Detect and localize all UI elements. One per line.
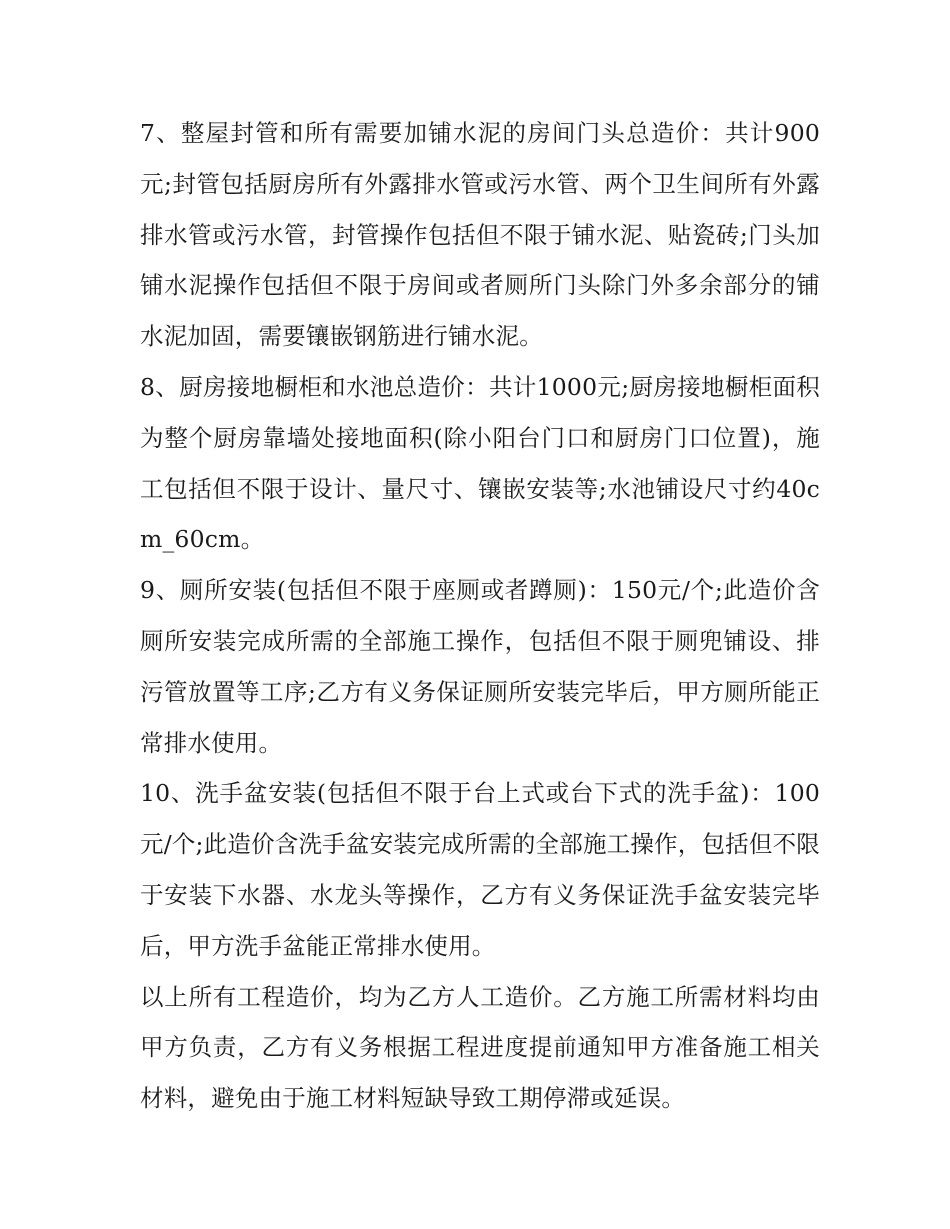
paragraph-item-7: 7、整屋封管和所有需要加铺水泥的房间门头总造价：共计900元;封管包括厨房所有外露排水管或污水管、两个卫生间所有外露排水管或污水管，封管操作包括但不限于铺水泥、贴瓷砖;门头加铺水泥操作包括但不限于房间或者厕所门头除门外多余部分的铺水泥加固，需要镶嵌钢筋进行铺水泥。 (140, 119, 820, 351)
document-body (140, 108, 820, 1124)
paragraph-summary: 以上所有工程造价，均为乙方人工造价。乙方施工所需材料均由甲方负责，乙方有义务根据工程进度提前通知甲方准备施工相关材料，避免由于施工材料短缺导致工期停滞或延误。 (140, 982, 820, 1113)
paragraph-item-8: 8、厨房接地橱柜和水池总造价：共计1000元;厨房接地橱柜面积为整个厨房靠墙处接地面积(除小阳台门口和厨房门口位置)，施工包括但不限于设计、量尺寸、镶嵌安装等;水池铺设尺寸约40cm_60cm。 (140, 372, 820, 554)
paragraph-item-9: 9、厕所安装(包括但不限于座厕或者蹲厕)：150元/个;此造价含厕所安装完成所需的全部施工操作，包括但不限于厕兜铺设、排污管放置等工序;乙方有义务保证厕所安装完毕后，甲方厕所能正常排水使用。 (140, 576, 820, 757)
paragraph-item-10: 10、洗手盆安装(包括但不限于台上式或台下式的洗手盆)：100元/个;此造价含洗手盆安装完成所需的全部施工操作，包括但不限于安装下水器、水龙头等操作，乙方有义务保证洗手盆安装完毕后，甲方洗手盆能正常排水使用。 (140, 779, 820, 960)
